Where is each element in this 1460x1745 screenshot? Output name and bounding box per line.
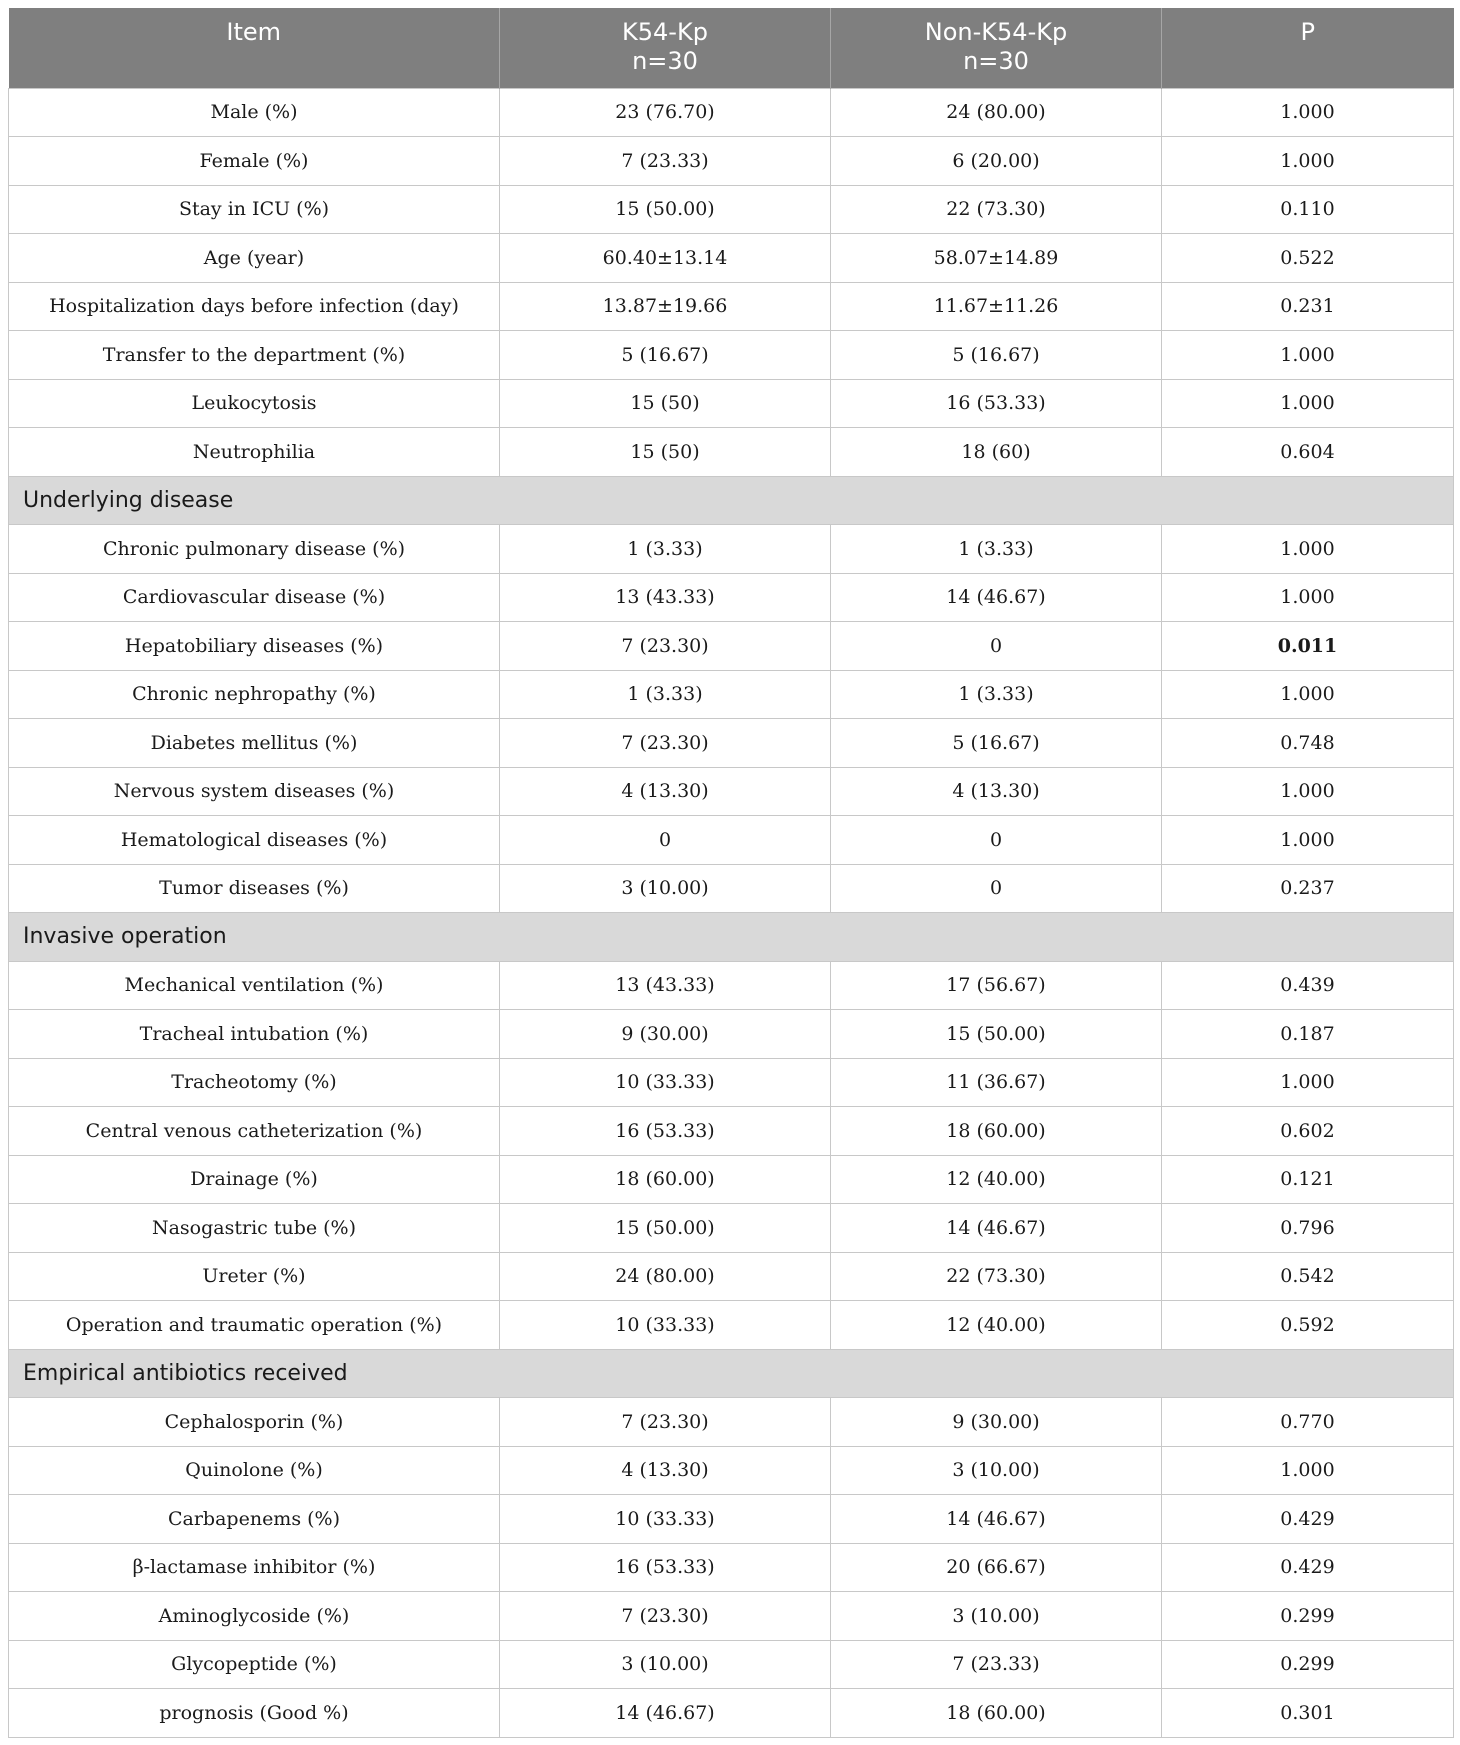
cell-k54: 16 (53.33) [500,1543,831,1592]
table-body [9,88,1454,1737]
cell-p-value: 1.000 [1162,137,1454,186]
cell-k54: 0 [500,816,831,865]
cell-non-k54: 20 (66.67) [831,1543,1162,1592]
table-row [9,816,1454,865]
section-header-row [9,1349,1454,1398]
cell-k54: 10 (33.33) [500,1495,831,1544]
cell-non-k54: 3 (10.00) [831,1592,1162,1641]
cell-non-k54: 7 (23.33) [831,1640,1162,1689]
table-row [9,525,1454,574]
cell-item: Operation and traumatic operation (%) [9,1301,500,1350]
cell-k54: 7 (23.30) [500,719,831,768]
table-row [9,670,1454,719]
section-header-row [9,476,1454,525]
cell-p-value: 1.000 [1162,331,1454,380]
cell-k54: 4 (13.30) [500,767,831,816]
header-non-k54 [831,8,1162,88]
cell-k54: 7 (23.30) [500,622,831,671]
cell-non-k54: 9 (30.00) [831,1398,1162,1447]
cell-item: Age (year) [9,234,500,283]
table-row [9,88,1454,137]
section-title: Underlying disease [9,476,1454,525]
table-row [9,767,1454,816]
cell-p-value: 1.000 [1162,88,1454,137]
cell-p-value: 0.770 [1162,1398,1454,1447]
section-header-row [9,913,1454,962]
cell-item: Cephalosporin (%) [9,1398,500,1447]
cell-p-value: 0.604 [1162,428,1454,477]
cell-item: Nervous system diseases (%) [9,767,500,816]
cell-k54: 13 (43.33) [500,961,831,1010]
table-row [9,234,1454,283]
cell-item: prognosis (Good %) [9,1689,500,1738]
cell-non-k54: 24 (80.00) [831,88,1162,137]
cell-item: Transfer to the department (%) [9,331,500,380]
table-row [9,1010,1454,1059]
cell-item: Cardiovascular disease (%) [9,573,500,622]
table-row [9,1446,1454,1495]
cell-non-k54: 18 (60.00) [831,1107,1162,1156]
cell-k54: 4 (13.30) [500,1446,831,1495]
cell-p-value: 0.439 [1162,961,1454,1010]
cell-non-k54: 0 [831,864,1162,913]
cell-non-k54: 18 (60.00) [831,1689,1162,1738]
cell-k54: 16 (53.33) [500,1107,831,1156]
cell-k54: 13 (43.33) [500,573,831,622]
cell-p-value: 0.748 [1162,719,1454,768]
cell-k54: 10 (33.33) [500,1058,831,1107]
table-row [9,428,1454,477]
table-row [9,137,1454,186]
cell-p-value: 0.796 [1162,1204,1454,1253]
cell-k54: 1 (3.33) [500,670,831,719]
table-row [9,185,1454,234]
cell-non-k54: 4 (13.30) [831,767,1162,816]
cell-item: Ureter (%) [9,1252,500,1301]
cell-p-value: 1.000 [1162,1446,1454,1495]
cell-item: Tracheal intubation (%) [9,1010,500,1059]
cell-non-k54: 5 (16.67) [831,331,1162,380]
cell-p-value: 1.000 [1162,379,1454,428]
cell-k54: 5 (16.67) [500,331,831,380]
cell-non-k54: 11 (36.67) [831,1058,1162,1107]
cell-non-k54: 58.07±14.89 [831,234,1162,283]
cell-item: Hematological diseases (%) [9,816,500,865]
section-title: Empirical antibiotics received [9,1349,1454,1398]
header-non-k54-n: n=30 [963,47,1029,75]
cell-item: Quinolone (%) [9,1446,500,1495]
cell-non-k54: 1 (3.33) [831,525,1162,574]
cell-k54: 7 (23.30) [500,1398,831,1447]
cell-k54: 18 (60.00) [500,1155,831,1204]
cell-item: Chronic nephropathy (%) [9,670,500,719]
cell-item: Stay in ICU (%) [9,185,500,234]
cell-non-k54: 22 (73.30) [831,1252,1162,1301]
cell-non-k54: 14 (46.67) [831,573,1162,622]
cell-non-k54: 14 (46.67) [831,1495,1162,1544]
table-row [9,1301,1454,1350]
cell-non-k54: 16 (53.33) [831,379,1162,428]
header-non-k54-label: Non-K54-Kp [924,18,1068,46]
cell-item: Leukocytosis [9,379,500,428]
cell-k54: 23 (76.70) [500,88,831,137]
cell-k54: 15 (50.00) [500,185,831,234]
cell-item: Hospitalization days before infection (day) [9,282,500,331]
table-row [9,1252,1454,1301]
cell-p-value: 0.299 [1162,1640,1454,1689]
cell-non-k54: 0 [831,816,1162,865]
cell-non-k54: 0 [831,622,1162,671]
cell-p-value: 1.000 [1162,670,1454,719]
cell-p-value: 1.000 [1162,573,1454,622]
cell-p-value: 1.000 [1162,525,1454,574]
table-row [9,961,1454,1010]
header-item [9,8,500,88]
cell-p-value: 1.000 [1162,1058,1454,1107]
cell-non-k54: 17 (56.67) [831,961,1162,1010]
header-item-label: Item [226,18,282,46]
table-header [9,8,1454,88]
cell-item: Male (%) [9,88,500,137]
cell-k54: 7 (23.33) [500,137,831,186]
section-title: Invasive operation [9,913,1454,962]
cell-k54: 24 (80.00) [500,1252,831,1301]
cell-non-k54: 12 (40.00) [831,1155,1162,1204]
cell-p-value: 0.299 [1162,1592,1454,1641]
table-row [9,1640,1454,1689]
cell-item: Aminoglycoside (%) [9,1592,500,1641]
cell-item: Neutrophilia [9,428,500,477]
cell-non-k54: 5 (16.67) [831,719,1162,768]
cell-k54: 13.87±19.66 [500,282,831,331]
cell-item: Hepatobiliary diseases (%) [9,622,500,671]
table-row [9,1155,1454,1204]
cell-non-k54: 15 (50.00) [831,1010,1162,1059]
header-k54-label: K54-Kp [622,18,708,46]
cell-p-value: 0.429 [1162,1495,1454,1544]
cell-non-k54: 18 (60) [831,428,1162,477]
cell-non-k54: 12 (40.00) [831,1301,1162,1350]
cell-item: Tumor diseases (%) [9,864,500,913]
cell-k54: 60.40±13.14 [500,234,831,283]
cell-p-value: 0.231 [1162,282,1454,331]
cell-p-value: 0.110 [1162,185,1454,234]
cell-item: Chronic pulmonary disease (%) [9,525,500,574]
cell-k54: 7 (23.30) [500,1592,831,1641]
cell-p-value: 0.237 [1162,864,1454,913]
cell-p-value: 0.522 [1162,234,1454,283]
header-p [1162,8,1454,88]
table-row [9,379,1454,428]
header-k54 [500,8,831,88]
table-row [9,573,1454,622]
table-row [9,282,1454,331]
table-row [9,1592,1454,1641]
table-row [9,1107,1454,1156]
table-row [9,864,1454,913]
table-row [9,331,1454,380]
cell-non-k54: 11.67±11.26 [831,282,1162,331]
cell-item: Diabetes mellitus (%) [9,719,500,768]
header-k54-n: n=30 [632,47,698,75]
table-row [9,719,1454,768]
cell-k54: 15 (50.00) [500,1204,831,1253]
cell-non-k54: 6 (20.00) [831,137,1162,186]
table-row [9,1495,1454,1544]
cell-item: Glycopeptide (%) [9,1640,500,1689]
table-row [9,1204,1454,1253]
cell-item: Female (%) [9,137,500,186]
cell-non-k54: 14 (46.67) [831,1204,1162,1253]
header-p-label: P [1300,18,1315,46]
cell-k54: 15 (50) [500,379,831,428]
cell-k54: 14 (46.67) [500,1689,831,1738]
cell-p-value: 0.121 [1162,1155,1454,1204]
table-row [9,1058,1454,1107]
cell-item: Tracheotomy (%) [9,1058,500,1107]
header-row [9,8,1454,88]
cell-p-value: 0.592 [1162,1301,1454,1350]
cell-k54: 15 (50) [500,428,831,477]
cell-item: Central venous catheterization (%) [9,1107,500,1156]
cell-non-k54: 3 (10.00) [831,1446,1162,1495]
cell-p-value: 1.000 [1162,767,1454,816]
cell-item: β-lactamase inhibitor (%) [9,1543,500,1592]
cell-non-k54: 1 (3.33) [831,670,1162,719]
cell-p-value: 0.542 [1162,1252,1454,1301]
cell-p-value: 0.301 [1162,1689,1454,1738]
cell-item: Mechanical ventilation (%) [9,961,500,1010]
cell-p-value: 0.011 [1162,622,1454,671]
cell-p-value: 0.602 [1162,1107,1454,1156]
cell-non-k54: 22 (73.30) [831,185,1162,234]
cell-item: Drainage (%) [9,1155,500,1204]
table-container [8,8,1453,1738]
cell-p-value: 1.000 [1162,816,1454,865]
cell-item: Carbapenems (%) [9,1495,500,1544]
cell-k54: 10 (33.33) [500,1301,831,1350]
cell-p-value: 0.187 [1162,1010,1454,1059]
data-table [8,8,1454,1738]
cell-k54: 9 (30.00) [500,1010,831,1059]
cell-k54: 3 (10.00) [500,1640,831,1689]
table-row [9,622,1454,671]
table-row [9,1543,1454,1592]
cell-item: Nasogastric tube (%) [9,1204,500,1253]
cell-k54: 3 (10.00) [500,864,831,913]
table-row [9,1398,1454,1447]
table-row [9,1689,1454,1738]
cell-k54: 1 (3.33) [500,525,831,574]
cell-p-value: 0.429 [1162,1543,1454,1592]
